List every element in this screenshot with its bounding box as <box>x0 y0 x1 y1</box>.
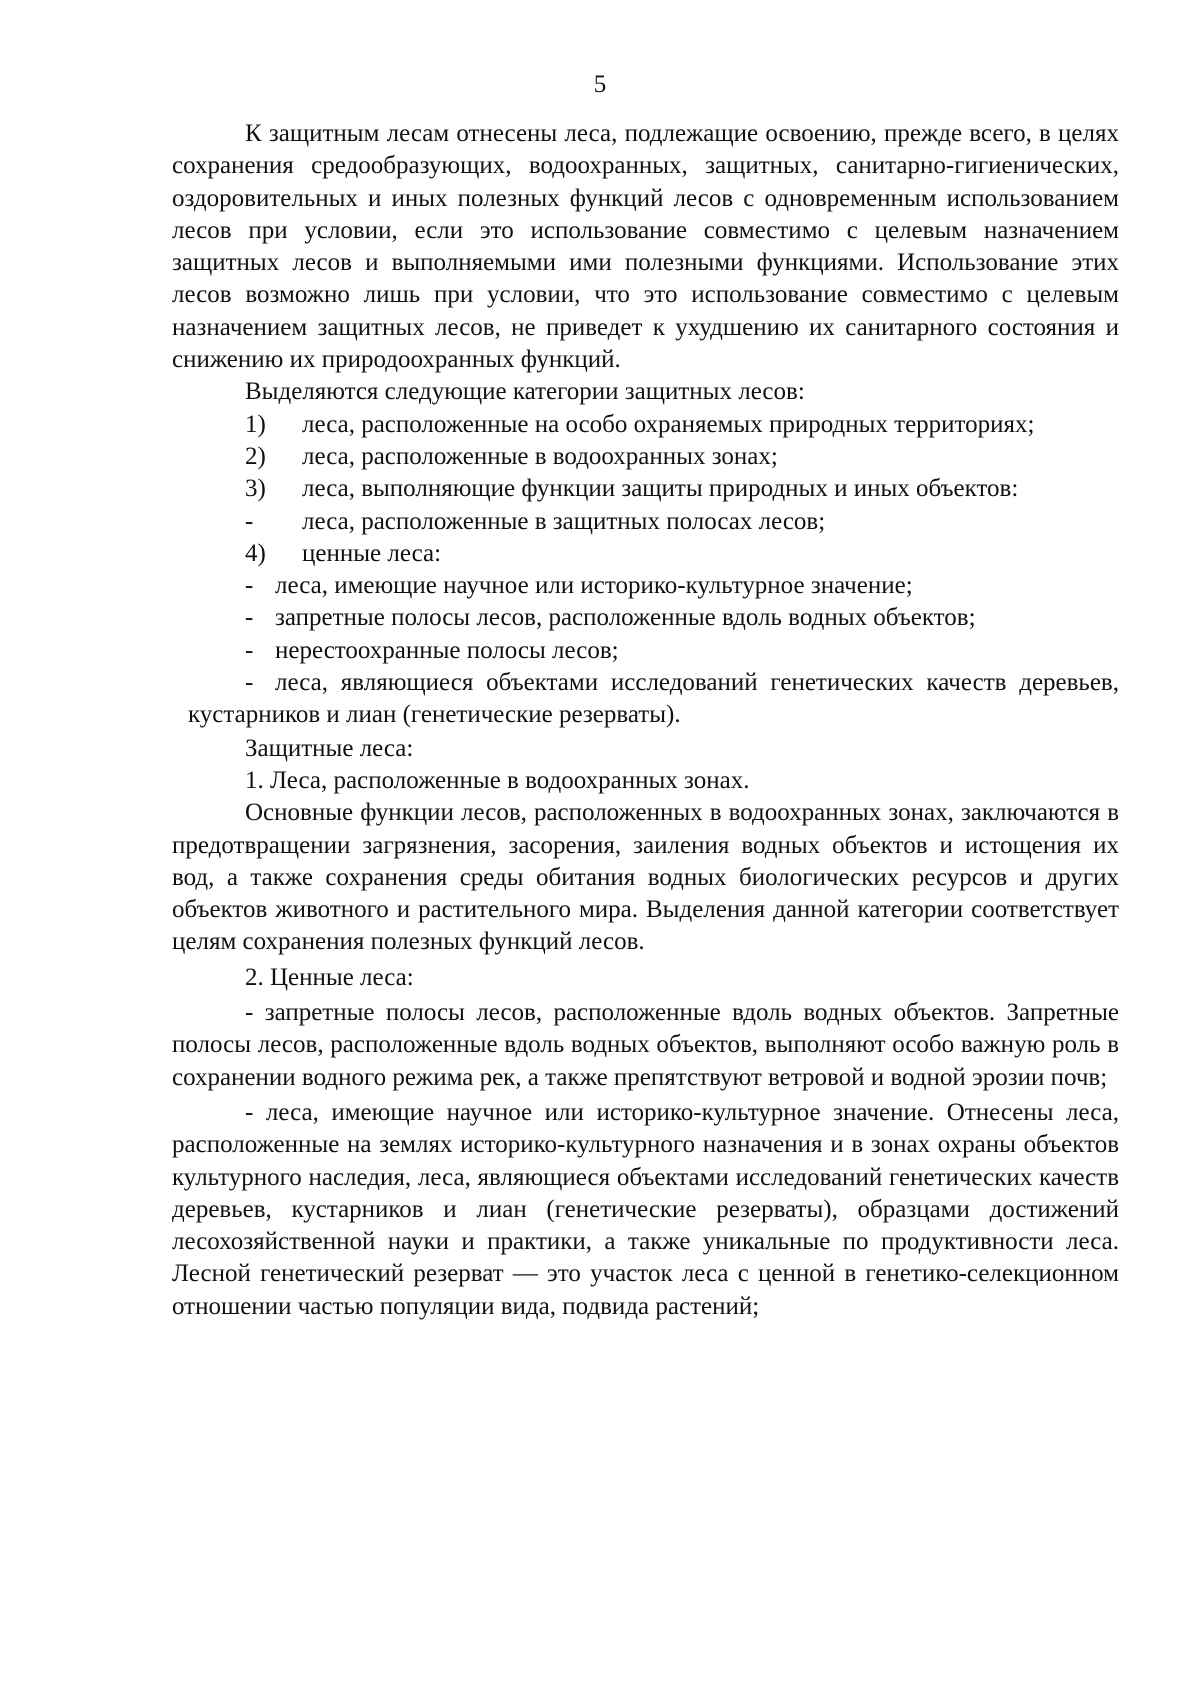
list-item-text: ценные леса: <box>302 539 442 567</box>
list-item-marker: - <box>245 636 254 664</box>
list-item-text: леса, выполняющие функции защиты природных и иных объектов: <box>302 475 1019 503</box>
list-item-marker: 3) <box>245 475 266 503</box>
list-item-text: нерестоохранные полосы лесов; <box>275 636 619 664</box>
list-item <box>172 441 1119 473</box>
paragraph-water-protection-functions: Основные функции лесов, расположенных в водоохранных зонах, заключаются в предотвращении загрязнения, засорения, заиления водных объектов и истощения их вод, а также сохранения среды обитания водных биологических ресурсов и других объектов животного и растительного мира. Выделения данной категории соответствует целям сохранения полезных функций лесов. <box>172 799 1119 956</box>
paragraph-text: леса, имеющие научное или историко-культурное значение. Отнесены леса, расположенные на землях историко-культурного назначения и в зонах охраны объектов культурного наследия, леса, являющиеся объектами исследований генетических качеств деревьев, кустарников и лиан (генетические резерваты), образцами достижений лесохозяйственной науки и практики, а также уникальные по продуктивности леса. Лесной генетический резерват — это участок леса с ценной в генетико-селекционном отношении частью популяции вида, подвида растений; <box>172 1098 1120 1320</box>
page-body <box>172 118 1119 1323</box>
list-item-marker: 2) <box>245 442 266 470</box>
list-item <box>172 473 1119 505</box>
paragraph-forbidden-strips <box>172 997 1119 1094</box>
paragraph-marker: - <box>245 999 254 1027</box>
list-item <box>172 667 1119 732</box>
list-item <box>172 635 1119 667</box>
paragraph-protective-forests-label: Защитные леса: <box>245 734 414 762</box>
page-number: 5 <box>593 71 607 98</box>
list-item-marker: - <box>245 507 254 535</box>
list-item-marker: - <box>245 572 254 600</box>
paragraph-marker: - <box>245 1098 254 1126</box>
paragraph-text: запретные полосы лесов, расположенные вдоль водных объектов. Запретные полосы лесов, расположенные вдоль водных объектов, выполняют особо важную роль в сохранении водного режима рек, а также препятствуют ветровой и водной эрозии почв; <box>172 999 1119 1091</box>
list-item-marker: - <box>245 669 254 697</box>
list-item-text: леса, расположенные в защитных полосах лесов; <box>302 507 826 535</box>
categories-list <box>172 409 1119 732</box>
list-item-marker: 4) <box>245 539 266 567</box>
section-heading-water-protection: 1. Леса, расположенные в водоохранных зонах. <box>245 766 750 794</box>
section-heading-valuable-forests: 2. Ценные леса: <box>245 963 414 991</box>
paragraph-categories-intro: Выделяются следующие категории защитных лесов: <box>245 378 805 406</box>
paragraph-scientific-cultural-forests <box>172 1097 1119 1323</box>
list-item <box>172 602 1119 634</box>
list-item <box>172 409 1119 441</box>
list-item-text: запретные полосы лесов, расположенные вдоль водных объектов; <box>275 604 976 632</box>
list-item <box>172 506 1119 538</box>
paragraph-protective-forests-definition: К защитным лесам отнесены леса, подлежащие освоению, прежде всего, в целях сохранения средообразующих, водоохранных, защитных, санитарно-гигиенических, оздоровительных и иных полезных функций лесов с одновременным использованием лесов при условии, если это использование совместимо с целевым назначением защитных лесов и выполняемыми ими полезными функциями. Использование этих лесов возможно лишь при условии, что это использование совместимо с целевым назначением защитных лесов, не приведет к ухудшению их санитарного состояния и снижению их природоохранных функций. <box>172 120 1119 374</box>
list-item <box>172 570 1119 602</box>
list-item-text: леса, имеющие научное или историко-культурное значение; <box>275 572 913 600</box>
list-item-text: леса, являющиеся объектами исследований генетических качеств деревьев, кустарников и лиан (генетические резерваты). <box>188 669 1119 729</box>
list-item-text: леса, расположенные на особо охраняемых природных территориях; <box>302 410 1035 438</box>
list-item <box>172 538 1119 570</box>
list-item-text: леса, расположенные в водоохранных зонах; <box>302 442 778 470</box>
list-item-marker: - <box>245 604 254 632</box>
list-item-marker: 1) <box>245 410 266 438</box>
